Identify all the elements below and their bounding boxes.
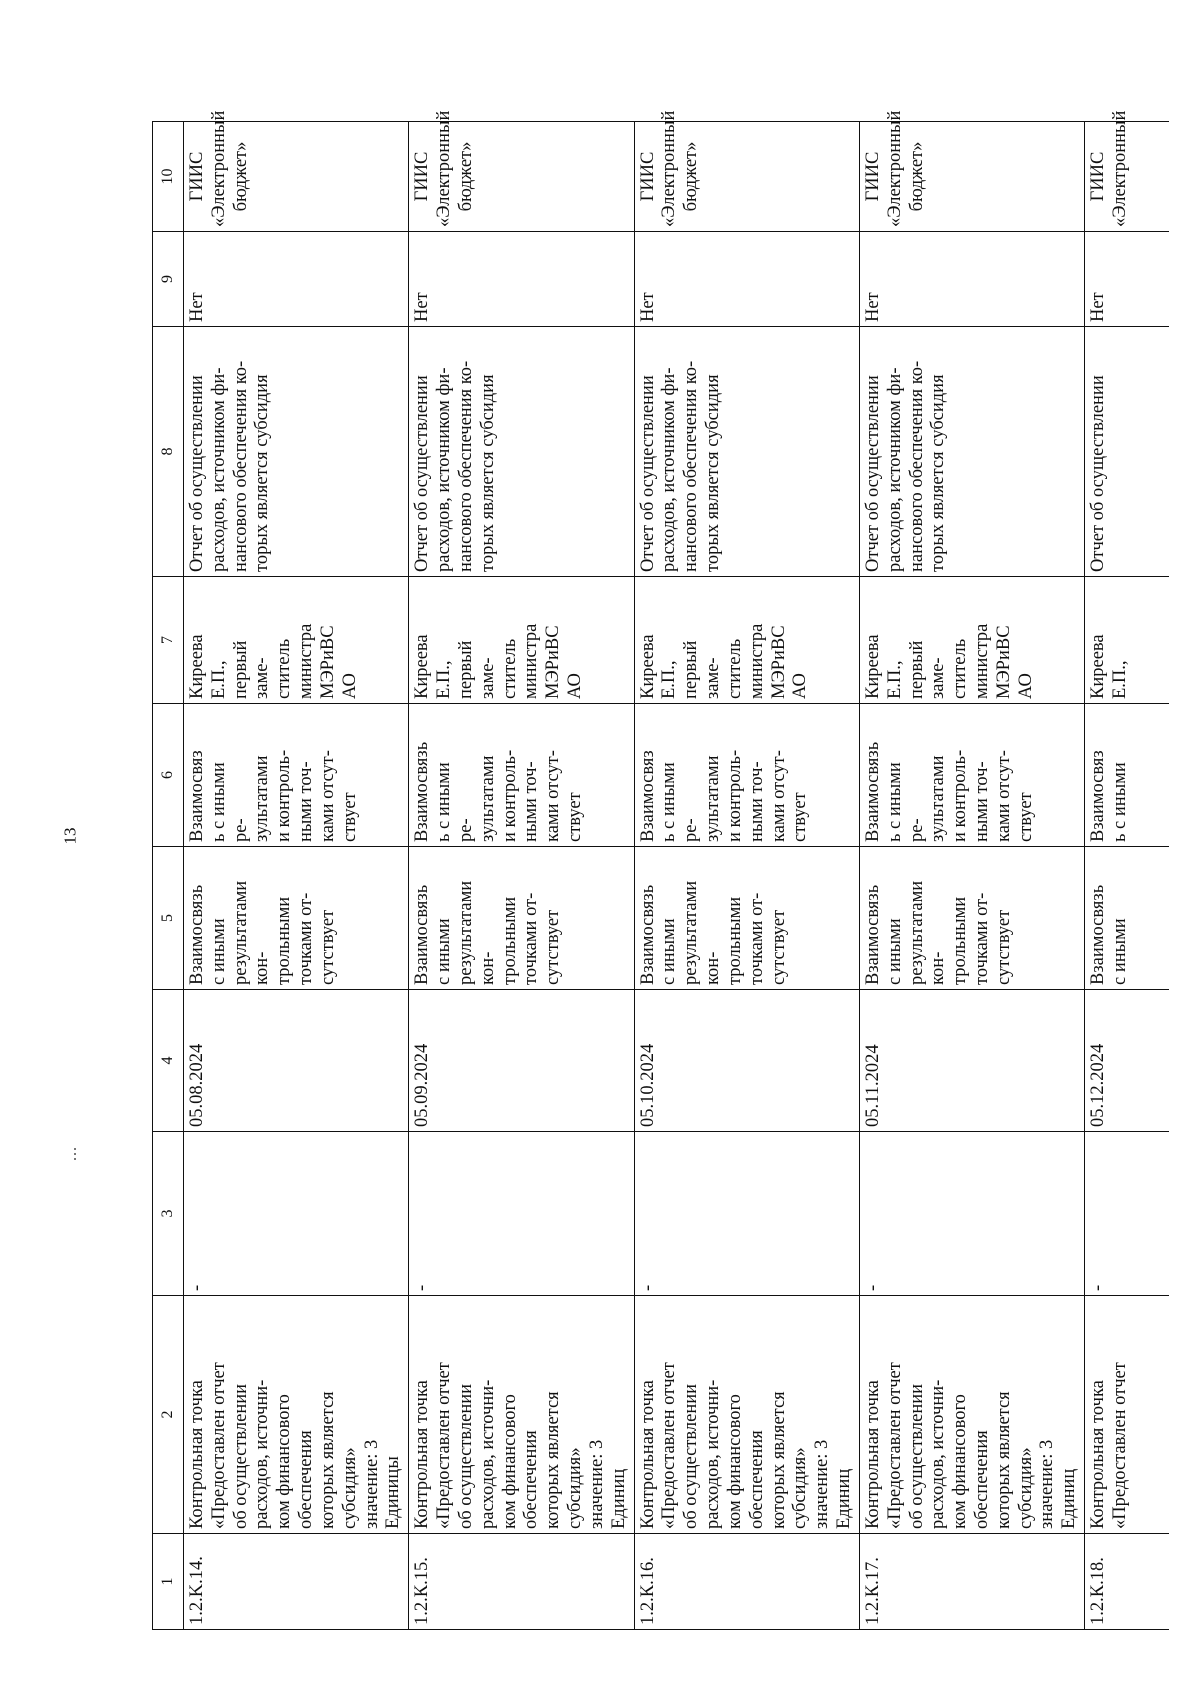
row-system: ГИИС «Электронный бюджет» [859,122,1084,232]
row-responsible: Киреева Е.П., первый заме- ститель министра МЭРиВС АО [409,577,634,704]
col-header-6: 6 [153,704,184,847]
row-col9: Нет [1085,232,1169,327]
row-name: Контрольная точка «Предоставлен отчет [1085,1296,1169,1534]
row-system: ГИИС «Электронный бюджет» [184,122,409,232]
table-row [1085,122,1169,1630]
row-system: ГИИС «Электронный бюджет» [634,122,859,232]
rotated-table-container [152,110,1130,1630]
col-header-4: 4 [153,990,184,1132]
row-col6: Взаимосвязь ь с иными ре- зультатами и контроль- ными точ- ками отсут- ствует [409,704,634,847]
row-id: 1.2.К.17. [859,1534,1084,1630]
page-number: 13 [60,827,80,845]
row-col9: Нет [859,232,1084,327]
row-id: 1.2.K.14. [184,1534,409,1630]
table-row [184,122,409,1630]
row-col6: Взаимосвяз ь с иными ре- зультатами и контроль- ными точ- ками отсут- ствует [634,704,859,847]
table-row [634,122,859,1630]
col-header-5: 5 [153,847,184,990]
row-date: 05.09.2024 [409,990,634,1132]
col-header-7: 7 [153,577,184,704]
row-responsible: Киреева Е.П., первый заме- ститель министра МЭРиВС АО [184,577,409,704]
row-id: 1.2.К.15. [409,1534,634,1630]
row-col5: Взаимосвязь с иными результатами кон- трольными точками от- сутствует [409,847,634,990]
row-name: Контрольная точка «Предоставлен отчет об осуществлении расходов, источни- ком финансового обеспечения которых является субсидия» значение: 3 Единиц [634,1296,859,1534]
row-document: Отчет об осуществлении расходов, источником фи- нансового обеспечения ко- торых является субсидия [409,327,634,577]
row-name: Контрольная точка «Предоставлен отчет об осуществлении расходов, источни- ком финансового обеспечения которых является субсидия» значение: 3 Единицы [184,1296,409,1534]
col-header-9: 9 [153,232,184,327]
row-system: ГИИС «Электронный [1085,122,1169,232]
table-row [859,122,1084,1630]
row-date: 05.11.2024 [859,990,1084,1132]
row-col3: - [634,1132,859,1296]
row-col3: - [1085,1132,1169,1296]
row-col5: Взаимосвязь с иными результатами кон- трольными точками от- сутствует [859,847,1084,990]
row-document: Отчет об осуществлении расходов, источником фи- нансового обеспечения ко- торых является субсидия [634,327,859,577]
col-header-2: 2 [153,1296,184,1534]
row-responsible: Киреева Е.П., [1085,577,1169,704]
row-document: Отчет об осуществлении расходов, источником фи- нансового обеспечения ко- торых является субсидия [184,327,409,577]
row-name: Контрольная точка «Предоставлен отчет об осуществлении расходов, источни- ком финансового обеспечения которых является субсидия» значение: 3 Единиц [859,1296,1084,1534]
row-col5: Взаимосвязь с иными [1085,847,1169,990]
row-col3: - [859,1132,1084,1296]
row-col6: Взаимосвяз ь с иными ре- зультатами и контроль- ными точ- ками отсут- ствует [184,704,409,847]
row-col5: Взаимосвязь с иными результатами кон- трольными точками от- сутствует [634,847,859,990]
row-document: Отчет об осуществлении расходов, источником фи- нансового обеспечения ко- торых является субсидия [859,327,1084,577]
row-responsible: Киреева Е.П., первый заме- ститель министра МЭРиВС АО [634,577,859,704]
row-col6: Взаимосвязь ь с иными ре- зультатами и контроль- ными точ- ками отсут- ствует [859,704,1084,847]
row-col9: Нет [409,232,634,327]
row-id: 1.2.К.16. [634,1534,859,1630]
row-col9: Нет [184,232,409,327]
row-col9: Нет [634,232,859,327]
row-date: 05.08.2024 [184,990,409,1132]
row-date: 05.10.2024 [634,990,859,1132]
col-header-1: 1 [153,1534,184,1630]
col-header-3: 3 [153,1132,184,1296]
row-name: Контрольная точка «Предоставлен отчет об осуществлении расходов, источни- ком финансового обеспечения которых является субсидия» значение: 3 Единиц [409,1296,634,1534]
row-id: 1.2.К.18. [1085,1534,1169,1630]
control-points-table [152,110,1169,1630]
header-row [153,122,184,1630]
row-responsible: Киреева Е.П., первый заме- ститель министра МЭРиВС АО [859,577,1084,704]
row-col3: - [409,1132,634,1296]
row-col3: - [184,1132,409,1296]
table-row [409,122,634,1630]
col-header-8: 8 [153,327,184,577]
row-system: ГИИС «Электронный бюджет» [409,122,634,232]
row-col5: Взаимосвязь с иными результатами кон- трольными точками от- сутствует [184,847,409,990]
row-document: Отчет об осуществлении [1085,327,1169,577]
row-date: 05.12.2024 [1085,990,1169,1132]
row-col6: Взаимосвяз ь с иными [1085,704,1169,847]
col-header-10: 10 [153,122,184,232]
scan-speck [72,1148,78,1162]
